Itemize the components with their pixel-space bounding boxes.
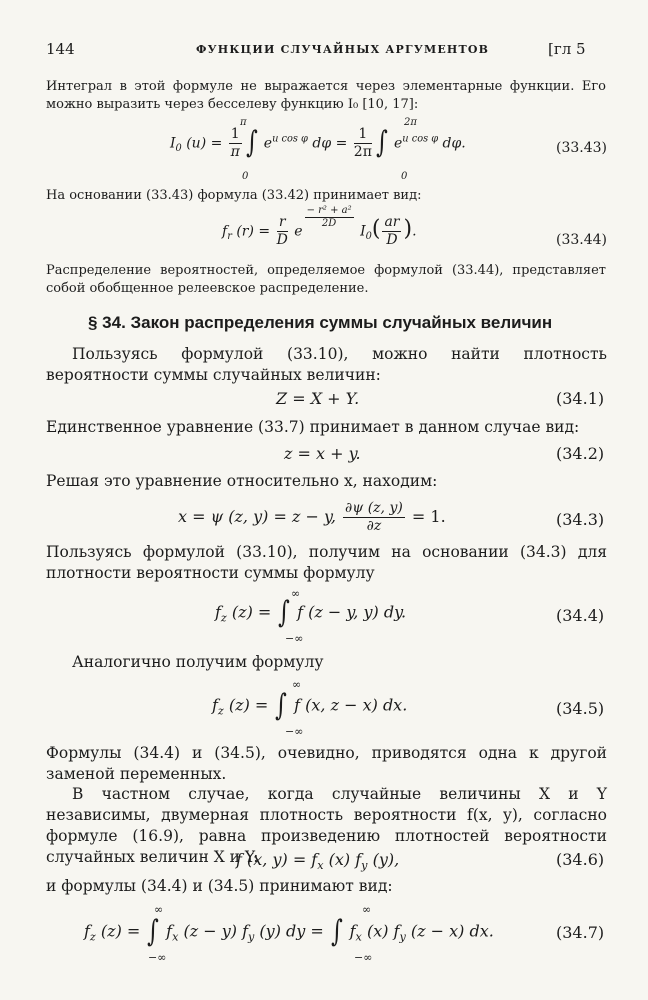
paragraph-formulas-become: и формулы (34.4) и (34.5) принимают вид: [46, 877, 393, 895]
paragraph-independent-case: В частном случае, когда случайные величины X и Y независимы, двумерная плотность вероятности f(x, y), согласно формуле (16.9), равна произведению плотностей вероятности случайных величин X и Y: [46, 785, 607, 866]
paragraph-solving: Решая это уравнение относительно x, находим: [46, 472, 438, 490]
equation-34-5: $f_z$ (z) = ∫ f (x, z − x) dx. [212, 688, 408, 723]
eq34-4-number: (34.4) [556, 606, 605, 625]
equation-34-6: f (x, $y) = f_x$ (x) $f_y$ (y), [236, 850, 400, 873]
eq34-7-lower-limit-1: −∞ [148, 951, 167, 964]
running-title: ФУНКЦИИ СЛУЧАЙНЫХ АРГУМЕНТОВ [196, 43, 490, 56]
eq34-5-lower-limit: −∞ [285, 725, 304, 738]
eq33-43-upper-limit-2: 2π [404, 117, 417, 128]
equation-33-44: $f_r$ (r) = $\frac{r}{D}$ e $^{\frac{\text{− r² + a²}}{2D}}$ $I_0$( $\frac{ar}{D}$ ). [222, 204, 417, 248]
paragraph-formula-becomes: На основании (33.43) формула (33.42) принимает вид: [46, 188, 422, 203]
eq33-43-lower-limit-2: 0 [401, 171, 408, 182]
paragraph-analogously: Аналогично получим формулу [72, 653, 324, 671]
paragraph-rayleigh: Распределение вероятностей, определяемое формулой (33.44), представляет собой обобщенное релеевское распределение. [46, 263, 606, 296]
eq34-4-lower-limit: −∞ [285, 632, 304, 645]
eq33-43-number: (33.43) [556, 140, 608, 156]
eq34-6-number: (34.6) [556, 850, 605, 869]
eq34-7-upper-limit-1: ∞ [154, 903, 164, 916]
eq33-43-lower-limit-1: 0 [242, 171, 249, 182]
equation-33-43: $I_0$ (u) = $\frac{1}{\pi}$ ∫ $e^{u cos \varphi}$ dφ = $\frac{1}{2\pi}$ ∫ $e^{u cos \varphi}$ dφ. [170, 125, 466, 161]
paragraph-density-formula: Пользуясь формулой (33.10), получим на основании (34.3) для плотности вероятности суммы формулу [46, 543, 607, 582]
page-number: 144 [46, 40, 75, 58]
eq34-1-number: (34.1) [556, 389, 605, 408]
eq34-5-upper-limit: ∞ [292, 678, 302, 691]
eq34-7-number: (34.7) [556, 923, 605, 942]
eq33-44-number: (33.44) [556, 232, 608, 248]
section-heading: § 34. Закон распределения суммы случайных величин [88, 313, 553, 332]
paragraph-bessel-intro: Интеграл в этой формуле не выражается через элементарные функции. Его можно выразить через бесселеву функцию I₀ [10, 17]: [46, 79, 606, 112]
eq33-43-upper-limit-1: π [240, 117, 247, 128]
equation-34-4: $f_z$ (z) = ∫ f (z − y, y) dy. [215, 595, 407, 630]
equation-34-2: z = x + y. [284, 444, 361, 463]
paragraph-single-equation: Единственное уравнение (33.7) принимает в данном случае вид: [46, 418, 580, 436]
paragraph-sum-density: Пользуясь формулой (33.10), можно найти плотность вероятности суммы случайных величин: [46, 345, 607, 384]
chapter-label: [гл 5 [548, 40, 586, 58]
eq34-7-lower-limit-2: −∞ [354, 951, 373, 964]
eq34-4-upper-limit: ∞ [291, 587, 301, 600]
eq34-3-number: (34.3) [556, 510, 605, 529]
equation-34-7: $f_z$ (z) = ∫ $f_x$ (z − y) $f_y$ (y) dy = ∫ $f_x$ (x) $f_y$ (z − x) dx. [84, 914, 494, 949]
eq34-7-upper-limit-2: ∞ [362, 903, 372, 916]
equation-34-1: Z = X + Y. [276, 389, 360, 408]
equation-34-3: x = ψ (z, y) = z − y, $\frac{\partial\psi (z, y)}{\partial z}$ = 1. [178, 500, 446, 534]
eq34-5-number: (34.5) [556, 699, 605, 718]
paragraph-variable-change: Формулы (34.4) и (34.5), очевидно, приводятся одна к другой заменой переменных. [46, 744, 607, 783]
eq34-2-number: (34.2) [556, 444, 605, 463]
